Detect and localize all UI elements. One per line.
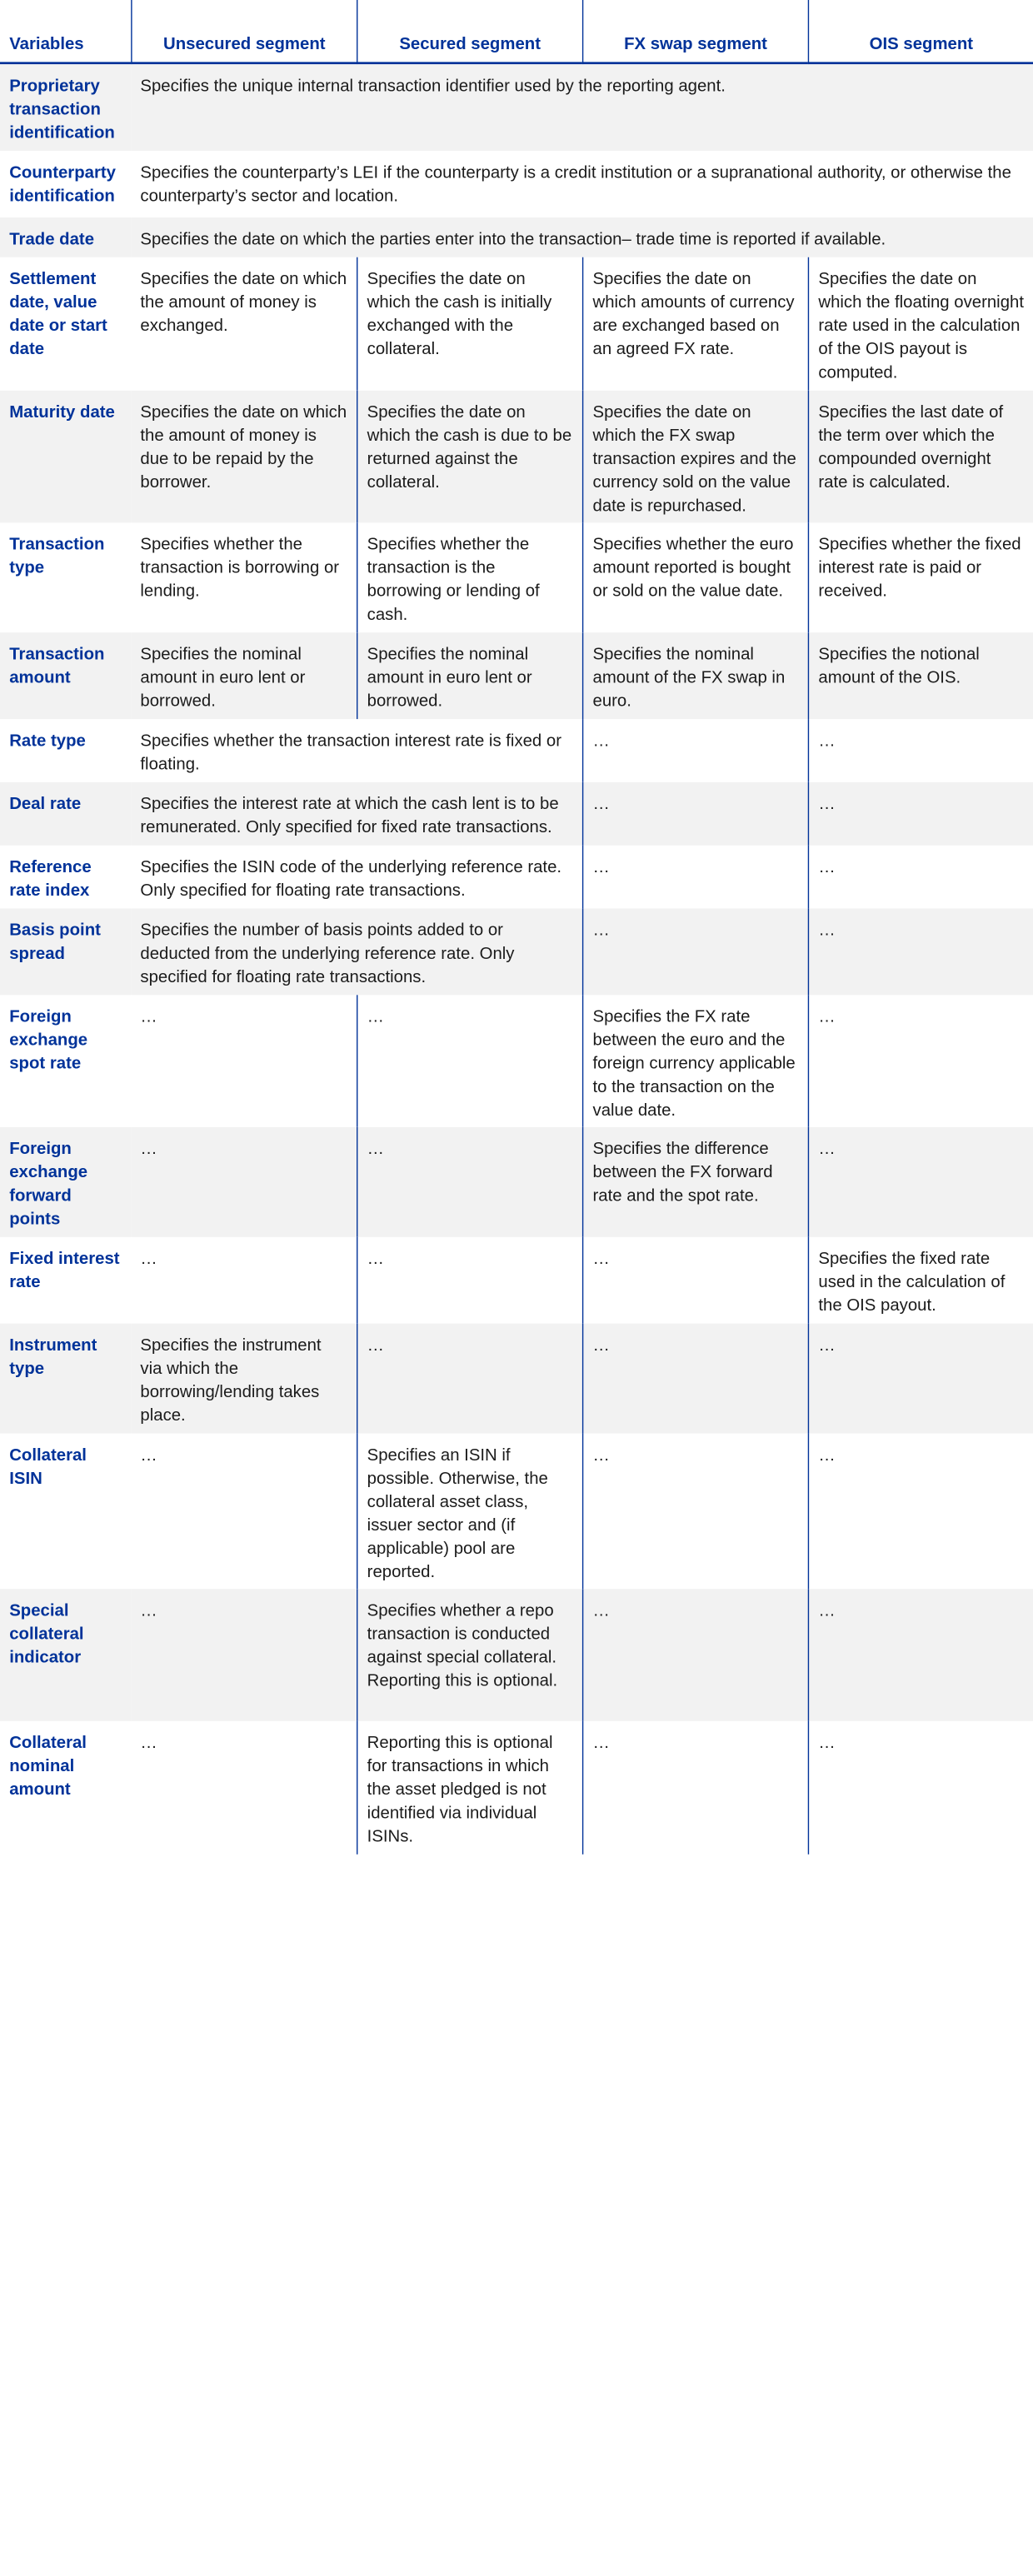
fx-swap-cell: … xyxy=(582,782,808,846)
unsecured-cell: … xyxy=(131,1127,357,1237)
secured-cell: Specifies the date on which the cash is initially exchanged with the collateral. xyxy=(357,257,582,391)
fx-swap-cell: … xyxy=(582,719,808,782)
ois-cell: … xyxy=(808,1721,1033,1855)
row-label: Transaction type xyxy=(9,535,105,578)
header-unsecured-segment: Unsecured segment xyxy=(131,0,357,64)
ois-cell: Specifies the last date of the term over which the compounded overnight rate is calculated. xyxy=(808,391,1033,523)
ois-cell: … xyxy=(808,782,1033,846)
fx-swap-cell: … xyxy=(582,1434,808,1590)
row-description: Specifies the interest rate at which the cash lent is to be remunerated. Only specified for fixed rate transactions. xyxy=(131,782,582,846)
ois-cell: … xyxy=(808,1434,1033,1590)
ois-cell: … xyxy=(808,719,1033,782)
ois-cell: … xyxy=(808,846,1033,909)
unsecured-cell: … xyxy=(140,1446,157,1465)
row-label: Trade date xyxy=(0,217,131,257)
fx-swap-cell: … xyxy=(582,846,808,909)
secured-cell: … xyxy=(357,995,582,1127)
fx-swap-cell: Specifies the FX rate between the euro and the foreign currency applicable to the transaction on the value date. xyxy=(582,995,808,1127)
header-secured-segment: Secured segment xyxy=(357,0,582,64)
unsecured-cell: … xyxy=(140,1007,157,1027)
row-label: Instrument type xyxy=(0,1324,131,1434)
fx-swap-cell: … xyxy=(582,1324,808,1434)
secured-cell: Specifies the nominal amount in euro lent or borrowed. xyxy=(357,632,582,719)
row-description: Specifies the date on which the parties enter into the transaction– trade time is reported if available. xyxy=(131,217,1033,257)
row-description: Specifies the ISIN code of the underlying reference rate. Only specified for floating rate transactions. xyxy=(140,858,562,901)
unsecured-cell: Specifies the date on which the amount of money is exchanged. xyxy=(140,270,347,336)
row-label: Proprietary transaction identification xyxy=(0,64,131,151)
secured-cell: … xyxy=(357,1324,582,1434)
secured-cell: … xyxy=(357,1127,582,1237)
fx-swap-cell: Specifies whether the euro amount reported is bought or sold on the value date. xyxy=(582,522,808,632)
unsecured-cell: Specifies whether the transaction is borrowing or lending. xyxy=(140,535,340,602)
row-label: Fixed interest rate xyxy=(9,1250,120,1292)
fx-swap-cell: … xyxy=(582,1589,808,1721)
ois-cell: Specifies the date on which the floating overnight rate used in the calculation of the OIS payout is computed. xyxy=(808,257,1033,391)
row-label: Foreign exchange forward points xyxy=(0,1127,131,1237)
fx-swap-cell: Specifies the date on which the FX swap transaction expires and the currency sold on the value date is repurchased. xyxy=(582,391,808,523)
fx-swap-cell: … xyxy=(582,908,808,995)
ois-cell: … xyxy=(808,995,1033,1127)
row-description: Specifies the number of basis points added to or deducted from the underlying reference rate. Only specified for floating rate transactions. xyxy=(131,908,582,995)
row-label: Foreign exchange spot rate xyxy=(9,1007,88,1074)
row-label: Special collateral indicator xyxy=(0,1589,131,1721)
secured-cell: Specifies whether the transaction is the borrowing or lending of cash. xyxy=(357,522,582,632)
secured-cell: Reporting this is optional for transactions in which the asset pledged is not identified via individual ISINs. xyxy=(357,1721,582,1855)
row-description: Specifies the unique internal transaction identifier used by the reporting agent. xyxy=(131,64,1033,151)
row-label: Collateral nominal amount xyxy=(9,1734,87,1800)
ois-cell: Specifies the notional amount of the OIS. xyxy=(808,632,1033,719)
fx-swap-cell: … xyxy=(582,1721,808,1855)
fx-swap-cell: Specifies the date on which amounts of currency are exchanged based on an agreed FX rate. xyxy=(582,257,808,391)
secured-cell: Specifies whether a repo transaction is conducted against special collateral. Reporting this is optional. xyxy=(357,1589,582,1721)
row-label: Collateral ISIN xyxy=(9,1446,87,1489)
ois-cell: … xyxy=(808,1127,1033,1237)
ois-cell: … xyxy=(808,1589,1033,1721)
header-fx-swap-segment: FX swap segment xyxy=(582,0,808,64)
ois-cell: … xyxy=(808,1324,1033,1434)
secured-cell: … xyxy=(357,1237,582,1324)
ois-cell: Specifies the fixed rate used in the calculation of the OIS payout. xyxy=(808,1237,1033,1324)
row-label: Counterparty identification xyxy=(9,163,117,206)
unsecured-cell: Specifies the date on which the amount of money is due to be repaid by the borrower. xyxy=(131,391,357,523)
row-label: Reference rate index xyxy=(9,858,92,901)
fx-swap-cell: Specifies the nominal amount of the FX swap in euro. xyxy=(582,632,808,719)
header-variables: Variables xyxy=(0,0,131,64)
row-description: Specifies whether the transaction interest rate is fixed or floating. xyxy=(140,731,562,775)
unsecured-cell: … xyxy=(131,1589,357,1721)
row-label: Settlement date, value date or start date xyxy=(9,270,107,359)
ois-cell: … xyxy=(808,908,1033,995)
row-label: Rate type xyxy=(9,731,86,751)
unsecured-cell: … xyxy=(140,1734,157,1753)
unsecured-cell: Specifies the nominal amount in euro lent or borrowed. xyxy=(131,632,357,719)
secured-cell: Specifies the date on which the cash is due to be returned against the collateral. xyxy=(357,391,582,523)
row-label: Deal rate xyxy=(0,782,131,846)
unsecured-cell: Specifies the instrument via which the borrowing/lending takes place. xyxy=(131,1324,357,1434)
fx-swap-cell: Specifies the difference between the FX forward rate and the spot rate. xyxy=(582,1127,808,1237)
header-ois-segment: OIS segment xyxy=(808,0,1033,64)
row-label: Transaction amount xyxy=(0,632,131,719)
secured-cell: Specifies an ISIN if possible. Otherwise, the collateral asset class, issuer sector and (if applicable) pool are reported. xyxy=(357,1434,582,1590)
row-label: Maturity date xyxy=(0,391,131,523)
ois-cell: Specifies whether the fixed interest rate is paid or received. xyxy=(808,522,1033,632)
row-label: Basis point spread xyxy=(0,908,131,995)
unsecured-cell: … xyxy=(140,1250,157,1269)
fx-swap-cell: … xyxy=(582,1237,808,1324)
row-description: Specifies the counterparty’s LEI if the counterparty is a credit institution or a supranational authority, or otherwise the counterparty’s sector and location. xyxy=(140,163,1011,206)
